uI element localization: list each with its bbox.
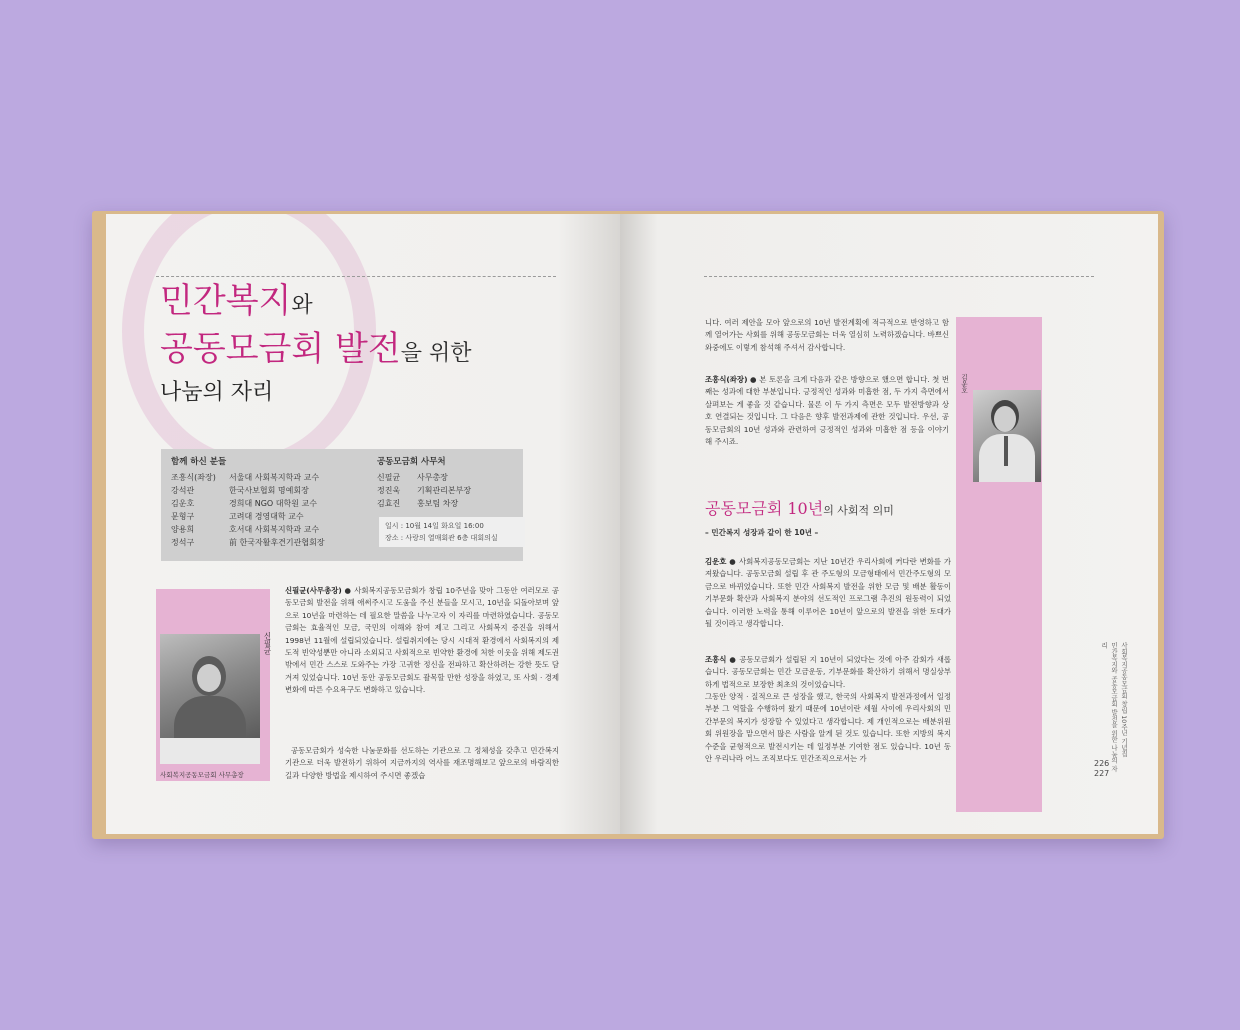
event-date: 일시 : 10월 14일 화요일 16:00 xyxy=(385,522,484,530)
intro-paragraph: 니다. 여러 제안을 모아 앞으로의 10년 발전계획에 적극적으로 반영하고 함께 열어가는 사회를 위해 공동모금회는 더욱 열심히 노력하겠습니다. 바쁘신 와중에도 이렇게 참석해 주셔서 감사합니다. xyxy=(705,318,949,352)
secretariat-name: 신필균 xyxy=(377,473,401,482)
secretariat-row xyxy=(377,497,471,510)
participant-row xyxy=(171,510,325,523)
page-numbers xyxy=(1094,759,1109,779)
event-place: 장소 : 사랑의 열매회관 6층 대회의실 xyxy=(385,534,498,542)
left-page xyxy=(106,214,620,834)
section-title xyxy=(705,496,894,519)
speech-text: ● 공동모금회가 설립된 지 10년이 되었다는 것에 아주 감회가 새롭습니다. 공동모금회는 민간 모금운동, 기부문화를 확산하기 위해서 명실상부하게 법적으로 보장한 최초의 것이었습니다. xyxy=(705,655,951,689)
photo-face xyxy=(994,406,1016,432)
cho-paragraph-2: 그동안 양적 · 질적으로 큰 성장을 했고, 한국의 사회복지 발전과정에서 일정부분 그 역할을 수행하여 왔기 때문에 10년이란 세월 사이에 우리사회의 민간부문의 복지가 성장할 수 있었다고 생각합니다. 제 개인적으로는 배분위원회 위원장을 맡으면서 많은 사람을 알게 된 것도 있습니다. 또한 지방의 복지 수준을 균형적으로 발전시키는 데 일정부분 기여한 점도 있습니다. 10년 동안 우리나라 어느 조직보다도 민간조직으로서는 가 xyxy=(705,692,951,764)
secretariat-heading: 공동모금회 사무처 xyxy=(377,457,446,467)
secretariat-row xyxy=(377,484,471,497)
participant-name: 조흥식(좌장) xyxy=(171,473,216,482)
dotted-rule xyxy=(704,276,1094,277)
secretariat-list xyxy=(377,455,471,510)
title-line-3: 나눔의 자리 xyxy=(160,380,274,405)
participant-name: 양용희 xyxy=(171,525,195,534)
speech-text: ● 사회복지공동모금회는 지난 10년간 우리사회에 커다란 변화를 가져왔습니다. 공동모금회 설립 후 관 주도형의 모금형태에서 민간주도형의 모금으로 바뀌었습니다. 또한 민간 사회복지 발전을 위한 모금 및 배분 활동이 기부문화 확산과 사회복지 분야의 선도적인 프로그램 추진의 원동력이 되었습니다. 이러한 노력을 통해 이루어온 10년이 앞으로의 발전을 위한 토대가 될 것이라고 생각합니다. xyxy=(705,557,951,629)
participant-row xyxy=(171,484,325,497)
participant-role: 前 한국자활후견기관협회장 xyxy=(229,538,325,547)
secretariat-role: 기획관리본부장 xyxy=(417,486,472,495)
event-info-box xyxy=(379,517,525,547)
photo-face xyxy=(197,664,221,692)
title-text: 을 위한 xyxy=(400,341,472,366)
participant-row xyxy=(171,471,325,484)
photo-caption: 사회복지공동모금회 사무총장 xyxy=(160,771,244,779)
running-header-line-1: 사회복지공동모금회 창립 10주년 기념집 xyxy=(1120,642,1127,757)
page-number-right: 227 xyxy=(1094,769,1110,778)
speech-text: ● 사회복지공동모금회가 창립 10주년을 맞아 그동안 여러모로 공동모금회 발전을 위해 애써주시고 도움을 주신 분들을 모시고, 10년을 되돌아보며 앞으로 10년을 마련하는 데 필요한 말씀을 나누고자 이 자리를 마련하였습니다. 공동모금회는 효율적인 모금, 국민의 이해와 참여 제고 그리고 사회복지 증진을 위해서 1998년 11월에 설립되었습니다. 설립취지에는 당시 시대적 환경에서 사회복지의 제도적 빈약성뿐만 아니라 소외되고 사회적으로 빈약한 환경에 처한 이웃을 위해 제도권 밖에서 민간 스스로 도와주는 가장 고귀한 정신을 전파하고 확산하려는 강한 뜻도 담겨져 있었습니다. 10년 동안 공동모금회도 괄목할 만한 성장을 하였고, 또 사회 · 경제변화에 따른 수요욕구도 변화하고 있습니다. xyxy=(285,586,559,695)
title-text: 와 xyxy=(291,293,313,318)
speaker-photo xyxy=(973,390,1041,482)
participant-name: 정석구 xyxy=(171,538,195,547)
speaker-photo xyxy=(160,634,260,764)
participant-row xyxy=(171,536,325,549)
speaker-name: 조흥식(좌장) xyxy=(705,375,748,384)
photo-vertical-name: 김운호 xyxy=(960,374,968,394)
speech-text: ● 본 토론을 크게 다음과 같은 방향으로 했으면 합니다. 첫 번째는 성과에 대한 부분입니다. 긍정적인 성과와 미흡한 점, 두 가지 측면에서 살펴보는 게 좋을 것 같습니다. 물론 이 두 가지 측면은 모두 발전방향과 상호 연결되는 것입니다. 그 다음은 향후 발전과제에 관한 것입니다. 우선, 공동모금회의 10년 성과와 관련하여 긍정적인 성과와 미흡한 점 등을 이야기해 주시죠. xyxy=(705,375,949,447)
photo-tie xyxy=(1004,436,1008,466)
participants-panel xyxy=(161,449,523,561)
section-title-text: 의 사회적 의미 xyxy=(823,504,894,517)
dotted-rule xyxy=(156,276,556,277)
moderator-paragraph xyxy=(705,374,949,448)
right-page xyxy=(620,214,1158,834)
secretariat-name: 정진욱 xyxy=(377,486,401,495)
secretariat-role: 홍보팀 차장 xyxy=(417,499,459,508)
speaker-name: 조흥식 xyxy=(705,655,727,664)
participant-role: 경희대 NGO 대학원 교수 xyxy=(229,499,317,508)
section-title-highlight: 공동모금회 10년 xyxy=(705,499,824,518)
running-header-line-2: 민간복지와 공동모금회 발전을 위한 나눔의 자리 xyxy=(1100,642,1117,772)
participant-name: 김운호 xyxy=(171,499,195,508)
page-number-left: 226 xyxy=(1094,759,1110,768)
photo-desk xyxy=(160,738,260,764)
title-highlight: 공동모금회 발전 xyxy=(160,329,401,369)
kim-paragraph xyxy=(705,556,951,630)
photo-vertical-name: 신필균 xyxy=(263,632,272,655)
speech-paragraph-1 xyxy=(285,585,559,697)
secretariat-role: 사무총장 xyxy=(417,473,448,482)
running-header xyxy=(1098,642,1128,772)
participant-role: 호서대 사회복지학과 교수 xyxy=(229,525,320,534)
title-highlight: 민간복지 xyxy=(160,281,292,321)
participant-role: 한국사보협회 명예회장 xyxy=(229,486,309,495)
section-subheading: – 민간복지 성장과 같이 한 10년 – xyxy=(705,528,819,537)
participant-name: 강석관 xyxy=(171,486,195,495)
cho-paragraph xyxy=(705,654,951,691)
participant-row xyxy=(171,497,325,510)
speech-paragraph-2: 공동모금회가 성숙한 나눔문화를 선도하는 기관으로 그 정체성을 갖추고 민간복지기관으로 더욱 발전하기 위하여 지금까지의 역사를 재조명해보고 앞으로의 바람직한 길과 다양한 방법을 제시하여 주시면 좋겠습 xyxy=(285,746,559,780)
secretariat-row xyxy=(377,471,471,484)
participant-role: 고려대 경영대학 교수 xyxy=(229,512,304,521)
speaker-name: 김운호 xyxy=(705,557,727,566)
participants-heading: 함께 하신 분들 xyxy=(171,457,227,467)
secretariat-name: 김효진 xyxy=(377,499,401,508)
participants-list xyxy=(171,455,325,549)
participant-role: 서울대 사회복지학과 교수 xyxy=(229,473,320,482)
participant-row xyxy=(171,523,325,536)
speaker-name: 신필균(사무총장) xyxy=(285,586,342,595)
participant-name: 문형구 xyxy=(171,512,195,521)
